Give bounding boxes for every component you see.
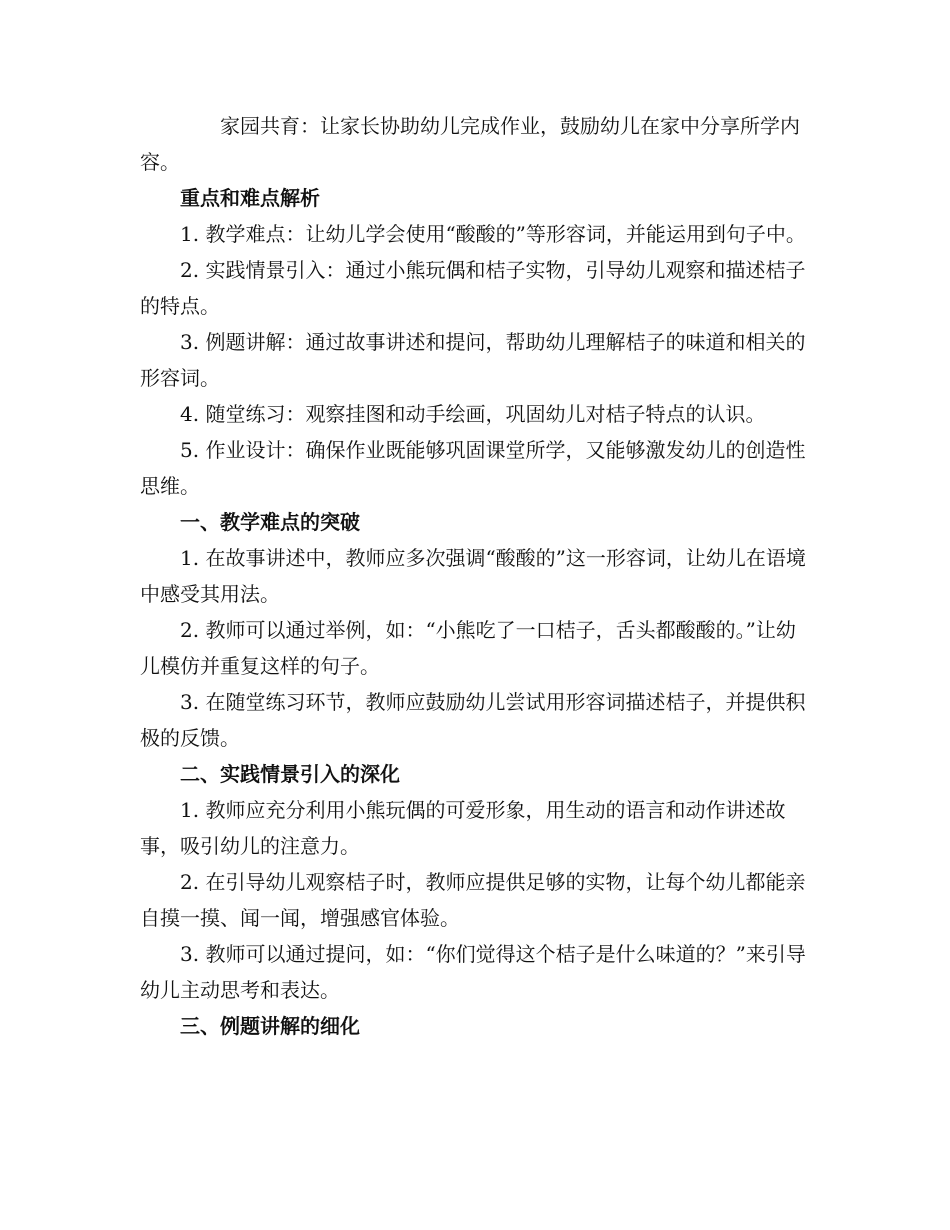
- list-item: 3. 例题讲解：通过故事讲述和提问，帮助幼儿理解桔子的味道和相关的形容词。: [140, 330, 806, 390]
- list-item: 4. 随堂练习：观察挂图和动手绘画，巩固幼儿对桔子特点的认识。: [180, 402, 766, 426]
- list-item: 3. 在随堂练习环节，教师应鼓励幼儿尝试用形容词描述桔子，并提供积极的反馈。: [140, 690, 806, 750]
- section-heading-2: 二、实践情景引入的深化: [180, 762, 400, 786]
- list-item: 5. 作业设计：确保作业既能够巩固课堂所学，又能够激发幼儿的创造性思维。: [140, 438, 806, 498]
- list-item: 1. 教学难点：让幼儿学会使用“酸酸的”等形容词，并能运用到句子中。: [180, 222, 806, 246]
- list-item: 1. 教师应充分利用小熊玩偶的可爱形象，用生动的语言和动作讲述故事，吸引幼儿的注意力。: [140, 798, 786, 858]
- section-heading-key-points: 重点和难点解析: [180, 186, 320, 210]
- document-body: [140, 108, 810, 1044]
- list-item: 2. 在引导幼儿观察桔子时，教师应提供足够的实物，让每个幼儿都能亲自摸一摸、闻一闻，增强感官体验。: [140, 870, 806, 930]
- paragraph-home-school: 家园共育：让家长协助幼儿完成作业，鼓励幼儿在家中分享所学内容。: [140, 114, 800, 174]
- list-item: 3. 教师可以通过提问，如：“你们觉得这个桔子是什么味道的？”来引导幼儿主动思考和表达。: [140, 942, 806, 1002]
- list-item: 2. 实践情景引入：通过小熊玩偶和桔子实物，引导幼儿观察和描述桔子的特点。: [140, 258, 806, 318]
- section-heading-1: 一、教学难点的突破: [180, 510, 360, 534]
- list-item: 2. 教师可以通过举例，如：“小熊吃了一口桔子，舌头都酸酸的。”让幼儿模仿并重复这样的句子。: [140, 618, 796, 678]
- section-heading-3: 三、例题讲解的细化: [180, 1014, 360, 1038]
- list-item: 1. 在故事讲述中，教师应多次强调“酸酸的”这一形容词，让幼儿在语境中感受其用法。: [140, 546, 806, 606]
